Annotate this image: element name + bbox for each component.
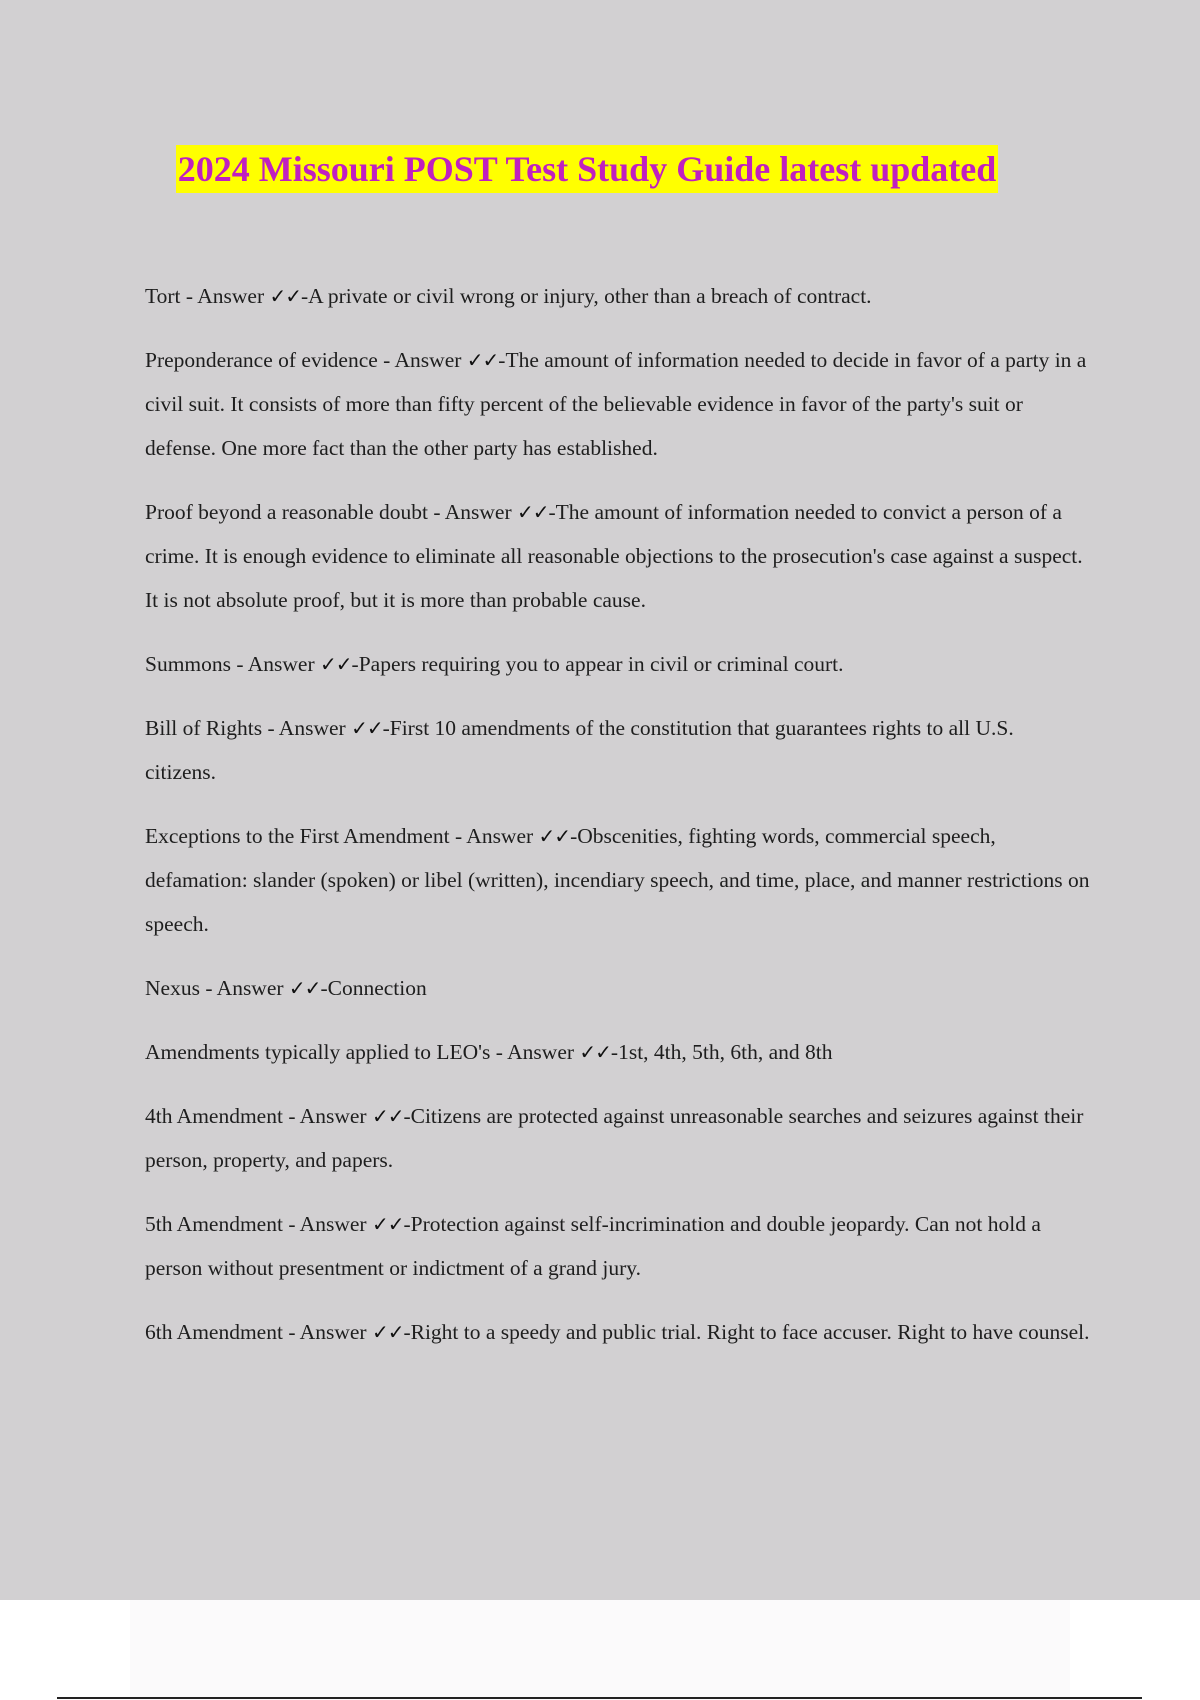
answer-label: - Answer [428,500,517,524]
qa-definition: -The amount of information needed to decide in favor of a party in a civil suit. It consists of more than fifty percent of the believable evidence in favor of the party's suit or defense. One more fact than the other party has established. [145,348,1087,460]
qa-term: Amendments typically applied to LEO's [145,1040,491,1064]
document-title: 2024 Missouri POST Test Study Guide latest updated [176,145,999,193]
qa-definition: -Protection against self-incrimination and double jeopardy. Can not hold a person without presentment or indictment of a grand jury. [145,1212,1041,1280]
answer-label: - Answer [490,1040,580,1064]
double-check-icon: ✓✓ [371,1320,404,1344]
qa-list [145,274,1090,1374]
qa-item [145,1094,1090,1182]
qa-item [145,1310,1090,1354]
qa-term: Summons [145,652,232,676]
title-container [0,145,1200,193]
double-check-icon: ✓✓ [517,500,549,524]
page-bottom-band [130,1600,1070,1700]
qa-definition: -Citizens are protected against unreasonable searches and seizures against their person, property, and papers. [145,1104,1084,1172]
qa-definition: -Right to a speedy and public trial. Right to face accuser. Right to have counsel. [403,1320,1090,1344]
answer-label: - Answer [262,716,352,740]
double-check-icon: ✓✓ [466,348,499,372]
qa-item [145,966,1090,1010]
qa-item [145,338,1090,470]
double-check-icon: ✓✓ [351,716,383,740]
qa-item [145,706,1090,794]
qa-term: Proof beyond a reasonable doubt [145,500,429,524]
double-check-icon: ✓✓ [371,1212,404,1236]
answer-label: - Answer [180,284,270,308]
qa-term: Exceptions to the First Amendment [145,824,450,848]
double-check-icon: ✓✓ [579,1040,611,1064]
answer-label: - Answer [231,652,321,676]
answer-label: - Answer [449,824,539,848]
footer-divider [57,1697,1142,1699]
double-check-icon: ✓✓ [371,1104,404,1128]
qa-definition: -Connection [320,976,427,1000]
answer-label: - Answer [377,348,467,372]
qa-definition: -Papers requiring you to appear in civil or criminal court. [351,652,844,676]
qa-term: Bill of Rights [145,716,263,740]
answer-label: - Answer [282,1320,372,1344]
qa-term: Tort [145,284,181,308]
qa-term: Nexus [145,976,200,1000]
qa-definition: -First 10 amendments of the constitution that guarantees rights to all U.S. citizens. [145,716,1014,784]
qa-item [145,1202,1090,1290]
qa-item [145,1030,1090,1074]
qa-definition: -Obscenities, fighting words, commercial speech, defamation: slander (spoken) or libel (written), incendiary speech, and time, place, and manner restrictions on speech. [145,824,1090,936]
qa-definition: -1st, 4th, 5th, 6th, and 8th [610,1040,833,1064]
double-check-icon: ✓✓ [320,652,352,676]
double-check-icon: ✓✓ [538,824,571,848]
answer-label: - Answer [282,1212,372,1236]
qa-term: 4th Amendment [145,1104,283,1128]
qa-definition: -A private or civil wrong or injury, other than a breach of contract. [301,284,872,308]
qa-term: Preponderance of evidence [145,348,378,372]
answer-label: - Answer [199,976,289,1000]
double-check-icon: ✓✓ [288,976,321,1000]
double-check-icon: ✓✓ [269,284,302,308]
qa-term: 5th Amendment [145,1212,283,1236]
answer-label: - Answer [282,1104,372,1128]
qa-definition: -The amount of information needed to convict a person of a crime. It is enough evidence to eliminate all reasonable objections to the prosecution's case against a suspect. It is not absolute proof, but it is more than probable cause. [145,500,1083,612]
qa-item [145,274,1090,318]
qa-term: 6th Amendment [145,1320,283,1344]
qa-item [145,490,1090,622]
qa-item [145,814,1090,946]
qa-item [145,642,1090,686]
